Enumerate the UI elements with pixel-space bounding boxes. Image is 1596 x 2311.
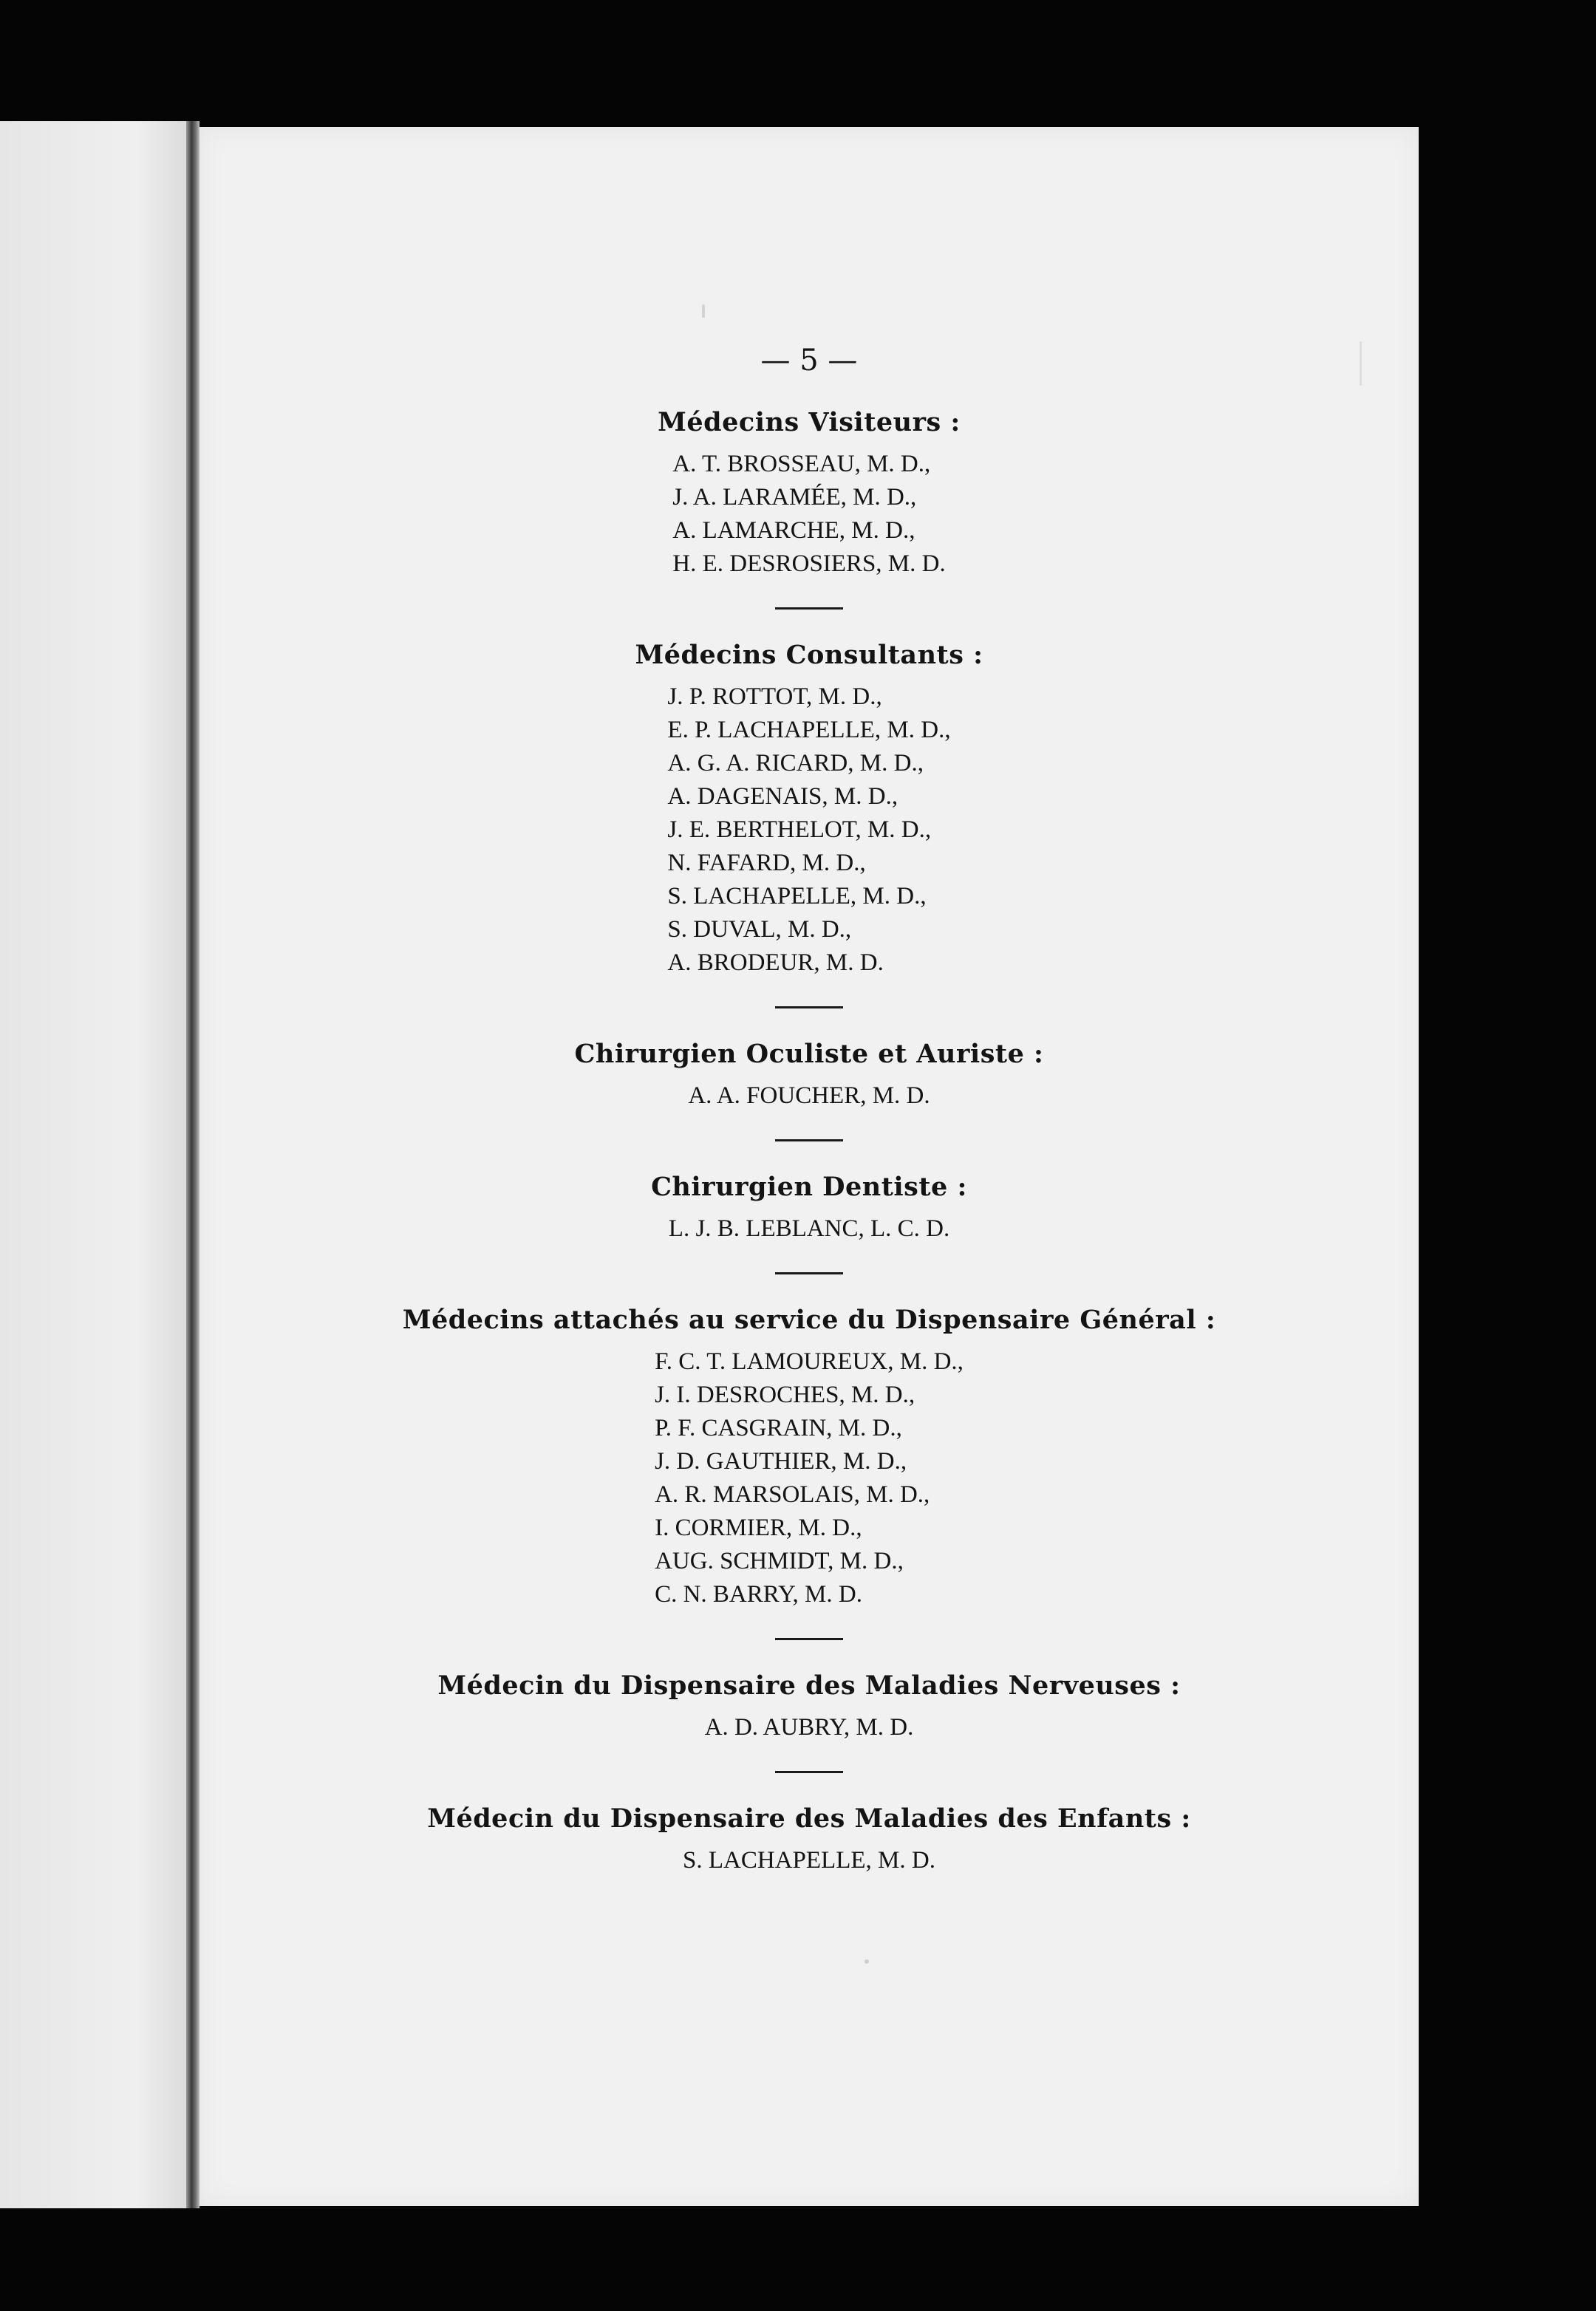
section-dispensaire-general — [200, 1304, 1419, 1611]
list-item: A. LAMARCHE, M. D., — [672, 517, 915, 544]
list-item: S. DUVAL, M. D., — [667, 916, 852, 943]
divider — [775, 1006, 843, 1008]
name-list — [655, 1345, 964, 1611]
list-item: J. I. DESROCHES, M. D., — [655, 1382, 915, 1408]
section-maladies-nerveuses — [200, 1670, 1419, 1744]
list-item: A. T. BROSSEAU, M. D., — [672, 451, 931, 477]
list-item: C. N. BARRY, M. D. — [655, 1581, 862, 1608]
list-item: J. D. GAUTHIER, M. D., — [655, 1448, 907, 1475]
list-item: J. P. ROTTOT, M. D., — [667, 683, 882, 710]
section-title: Médecins attachés au service du Dispensaire Général : — [402, 1305, 1216, 1335]
page-number: — 5 — — [760, 344, 858, 378]
list-item: A. DAGENAIS, M. D., — [667, 783, 898, 810]
list-item: A. BRODEUR, M. D. — [667, 949, 884, 976]
section-maladies-enfants — [200, 1803, 1419, 1877]
section-title: Médecins Visiteurs : — [658, 407, 961, 437]
book-gutter — [186, 121, 200, 2208]
list-item: A. R. MARSOLAIS, M. D., — [655, 1481, 930, 1508]
section-title: Médecin du Dispensaire des Maladies Nerveuses : — [437, 1670, 1181, 1701]
section-title: Médecins Consultants : — [635, 640, 983, 670]
list-item: F. C. T. LAMOUREUX, M. D., — [655, 1348, 964, 1375]
facing-page-edge — [0, 121, 194, 2208]
name-list — [667, 680, 950, 980]
list-item: S. LACHAPELLE, M. D., — [667, 883, 927, 909]
name-list — [705, 1711, 914, 1744]
name-list — [669, 1212, 949, 1246]
list-item: A. D. AUBRY, M. D. — [704, 1714, 914, 1741]
section-chirurgien-dentiste — [200, 1171, 1419, 1246]
section-title: Chirurgien Dentiste : — [651, 1172, 967, 1202]
list-item: I. CORMIER, M. D., — [655, 1515, 862, 1541]
divider — [775, 607, 843, 610]
divider — [775, 1139, 843, 1141]
name-list — [683, 1844, 935, 1877]
section-chirurgien-oculiste — [200, 1038, 1419, 1113]
list-item: E. P. LACHAPELLE, M. D., — [667, 717, 951, 743]
list-item: AUG. SCHMIDT, M. D., — [655, 1548, 904, 1574]
list-item: J. E. BERTHELOT, M. D., — [667, 816, 932, 843]
document-page — [200, 127, 1419, 2206]
section-medecins-consultants — [200, 639, 1419, 980]
divider — [775, 1272, 843, 1274]
list-item: S. LACHAPELLE, M. D. — [683, 1847, 935, 1874]
list-item: P. F. CASGRAIN, M. D., — [655, 1415, 902, 1441]
section-title: Chirurgien Oculiste et Auriste : — [574, 1039, 1044, 1069]
name-list — [672, 448, 945, 581]
section-title: Médecin du Dispensaire des Maladies des Enfants : — [427, 1803, 1191, 1834]
list-item: N. FAFARD, M. D., — [667, 850, 866, 876]
list-item: A. A. FOUCHER, M. D. — [688, 1082, 930, 1109]
list-item: L. J. B. LEBLANC, L. C. D. — [668, 1215, 950, 1242]
list-item: A. G. A. RICARD, M. D., — [667, 750, 924, 776]
divider — [775, 1771, 843, 1773]
section-medecins-visiteurs — [200, 406, 1419, 581]
name-list — [688, 1079, 930, 1113]
divider — [775, 1638, 843, 1640]
page-content — [200, 343, 1419, 1877]
list-item: H. E. DESROSIERS, M. D. — [672, 550, 946, 577]
list-item: J. A. LARAMÉE, M. D., — [672, 484, 917, 511]
